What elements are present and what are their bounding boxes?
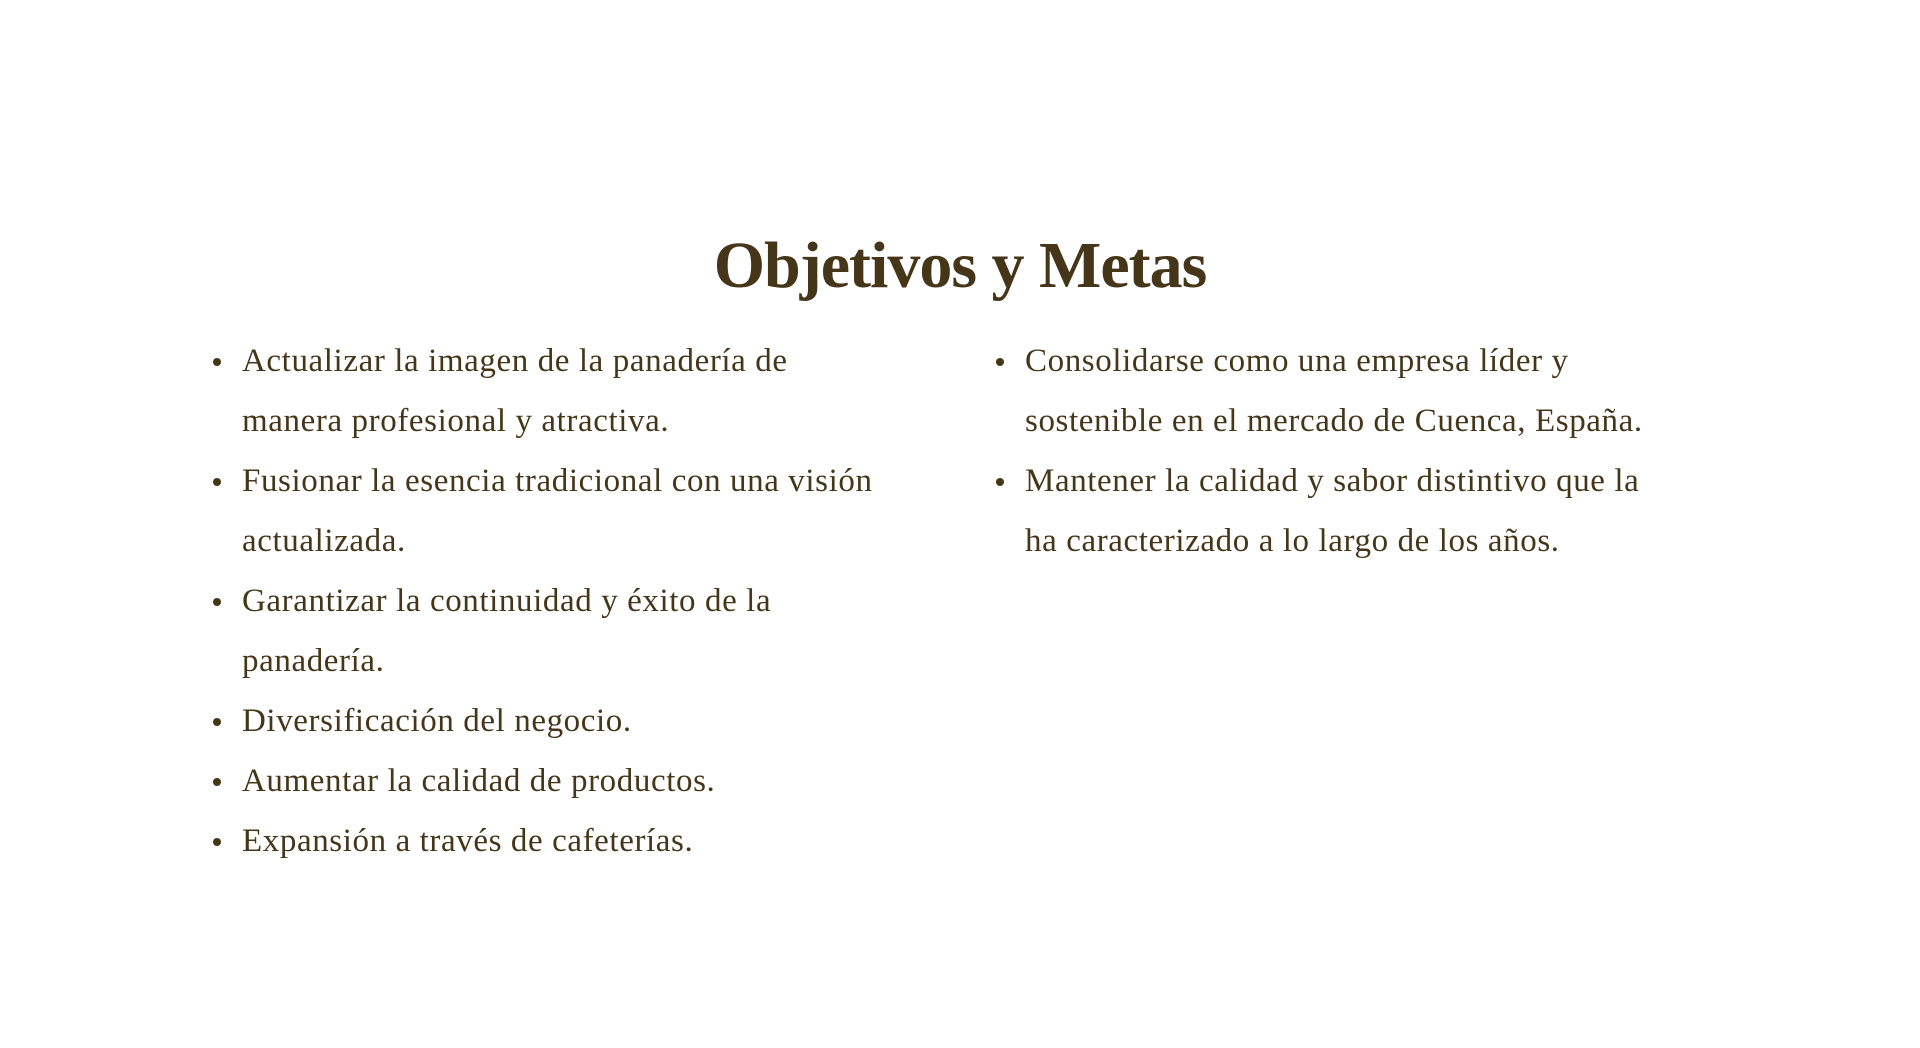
list-item-line: Fusionar la esencia tradicional con una visión	[242, 463, 873, 499]
page-title: Objetivos y Metas	[713, 229, 1207, 302]
list-item-line: manera profesional y atractiva.	[242, 403, 670, 439]
list-item-line: sostenible en el mercado de Cuenca, España.	[1025, 403, 1643, 439]
bullet-icon	[996, 358, 1004, 366]
list-item	[242, 571, 937, 691]
list-item	[242, 331, 937, 451]
objectives-columns	[200, 331, 1720, 871]
bullet-icon	[213, 478, 221, 486]
list-item	[1025, 451, 1720, 571]
list-item-line: Aumentar la calidad de productos.	[242, 763, 716, 799]
list-item	[1025, 331, 1720, 451]
list-item	[242, 451, 937, 571]
bullet-icon	[213, 358, 221, 366]
bullet-icon	[996, 478, 1004, 486]
list-item	[242, 691, 937, 751]
objectives-list-right	[983, 331, 1720, 871]
list-item-line: Consolidarse como una empresa líder y	[1025, 343, 1569, 379]
list-item-line: Expansión a través de cafeterías.	[242, 823, 694, 859]
bullet-icon	[213, 838, 221, 846]
list-item	[242, 811, 937, 871]
bullet-icon	[213, 598, 221, 606]
bullet-icon	[213, 718, 221, 726]
list-item-line: Diversificación del negocio.	[242, 703, 632, 739]
bullet-icon	[213, 778, 221, 786]
list-item-line: ha caracterizado a lo largo de los años.	[1025, 523, 1560, 559]
list-item-line: actualizada.	[242, 523, 406, 559]
objectives-list-left	[200, 331, 937, 871]
list-item	[242, 751, 937, 811]
list-item-line: Actualizar la imagen de la panadería de	[242, 343, 788, 379]
list-item-line: panadería.	[242, 643, 385, 679]
list-item-line: Garantizar la continuidad y éxito de la	[242, 583, 772, 619]
list-item-line: Mantener la calidad y sabor distintivo que la	[1025, 463, 1640, 499]
